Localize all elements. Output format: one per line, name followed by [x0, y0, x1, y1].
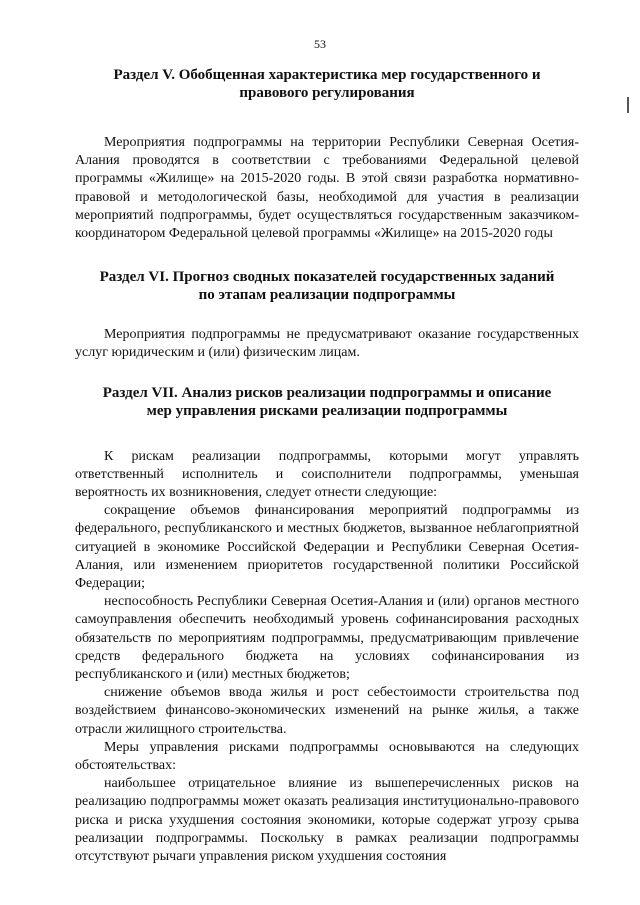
document-body: [75, 66, 579, 866]
section-7-title: [75, 384, 579, 420]
page-number: 53: [314, 37, 326, 51]
section-6-title-line-2: по этапам реализации подпрограммы: [198, 287, 456, 304]
section-7-title-line-1: Раздел VII. Анализ рисков реализации подпрограммы и описание: [102, 384, 552, 401]
section-7-paragraph-risk-cofinancing: неспособность Республики Северная Осетия-Алания и (или) органов местного самоуправления обеспечить необходимый уровень софинансирования расходных обязательств по мероприятиям подпрограммы, предусматривающим привлечение средств федерального бюджета на условиях софинансирования из республиканского и (или) местных бюджетов;: [75, 594, 579, 683]
section-5-title: [75, 66, 579, 102]
section-7-paragraph-intro: К рискам реализации подпрограммы, которыми могут управлять ответственный исполнитель и соисполнители подпрограммы, уменьшая вероятность их возникновения, следует отнести следующие:: [75, 448, 579, 501]
section-6-title: [75, 268, 579, 304]
section-7-paragraph-impact: наибольшее отрицательное влияние из вышеперечисленных рисков на реализацию подпрограммы может оказать реализация институционально-правового риска и риска ухудшения состояния экономики, которые содержат угрозу срыва реализации подпрограммы. Поскольку в рамках реализации подпрограммы отсутствуют рычаги управления риском ухудшения состояния: [75, 776, 579, 865]
section-7-paragraph-risk-funding: сокращение объемов финансирования мероприятий подпрограммы из федерального, республиканского и местных бюджетов, вызванное неблагоприятной ситуацией в экономике Российской Федерации и Республики Северная Осетия-Алания, или изменением приоритетов государственной политики Российской Федерации;: [75, 503, 579, 592]
section-5-title-line-1: Раздел V. Обобщенная характеристика мер государственного и: [113, 67, 541, 83]
section-5-title-line-2: правового регулирования: [239, 85, 415, 101]
section-5-paragraph: Мероприятия подпрограммы на территории Республики Северная Осетия-Алания проводятся в соответствии с требованиями Федеральной целевой программы «Жилище» на 2015-2020 годы. В этой связи разработка нормативно-правовой и методологической базы, необходимой для участия в реализации мероприятий подпрограммы, будет осуществляться государственным заказчиком-координатором Федеральной целевой программы «Жилище» на 2015-2020 годы: [75, 135, 579, 242]
section-6-paragraph: Мероприятия подпрограммы не предусматривают оказание государственных услуг юридическим и (или) физическим лицам.: [75, 327, 579, 361]
section-7-paragraph-risk-housing: снижение объемов ввода жилья и рост себестоимости строительства под воздействием финансово-экономических изменений на рынке жилья, а также отрасли жилищного строительства.: [75, 685, 579, 737]
section-7-title-line-2: мер управления рисками реализации подпрограммы: [146, 402, 508, 419]
section-6-title-line-1: Раздел VI. Прогноз сводных показателей государственных заданий: [99, 269, 555, 286]
section-7-paragraph-measures: Меры управления рисками подпрограммы основываются на следующих обстоятельствах:: [75, 739, 579, 774]
margin-mark: [627, 97, 629, 113]
